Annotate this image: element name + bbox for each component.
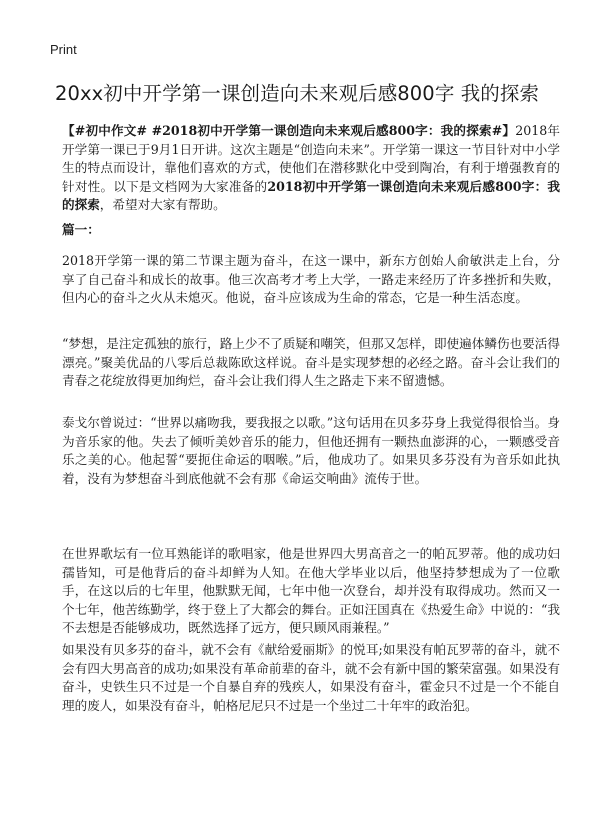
- body-paragraph-5: 如果没有贝多芬的奋斗，就不会有《献给爱丽斯》的悦耳;如果没有帕瓦罗蒂的奋斗，就不会有四大男高音的成功;如果没有革命前辈的奋斗，就不会有新中国的繁荣富强。如果没有奋斗，史铁生只不过是一个自暴自弃的残疾人，如果没有奋斗，霍金只不过是一个不能自理的废人，如果没有奋斗，帕格尼尼只不过是一个坐过二十年牢的政治犯。: [62, 642, 560, 713]
- intro-tag: 【#初中作文# #2018初中开学第一课创造向未来观后感800字：我的探索#】: [62, 123, 516, 138]
- intro-text-2: ，希望对大家有帮助。: [99, 197, 226, 212]
- page-title: 20xx初中开学第一课创造向未来观后感800字 我的探索: [55, 82, 540, 105]
- intro-text-1: 2018年开学第一课已于9月1日开讲。这次主题是“创造向未来”。开学第一课这一节目针对中小学生的特点而设计，靠他们喜欢的方式，使他们在潜移默化中受到陶冶，有利于增强教育的针对性。以下是文档网为大家准备的: [62, 123, 560, 194]
- body-paragraph-4: 在世界歌坛有一位耳熟能详的歌唱家，他是世界四大男高音之一的帕瓦罗蒂。他的成功妇孺皆知，可是他背后的奋斗却鲜为人知。在他大学毕业以后，他坚持梦想成为了一位歌手，在这以后的七年里，他默默无闻，七年中他一次登台，却并没有取得成功。然而又一个七年，他苦练勤学，终于登上了大都会的舞台。正如汪国真在《热爱生命》中说的：“我不去想是否能够成功，既然选择了远方，便只顾风雨兼程。”: [62, 546, 560, 635]
- body-paragraph-3: 泰戈尔曾说过：“世界以痛吻我，要我报之以歌。”这句话用在贝多芬身上我觉得很恰当。身为音乐家的他。失去了倾听美妙音乐的能力，但他还拥有一颗热血澎湃的心，一颗感受音乐之美的心。他起誓“要扼住命运的咽喉。”后，他成功了。如果贝多芬没有为音乐如此执着，没有为梦想奋斗到底他就不会有那《命运交响曲》流传于世。: [62, 415, 560, 486]
- body-paragraph-2: “梦想，是注定孤独的旅行，路上少不了质疑和嘲笑，但那又怎样，即使遍体鳞伤也要活得漂亮。”聚美优品的八零后总裁陈欧这样说。奋斗是实现梦想的必经之路。奋斗会让我们的青春之花绽放得更加绚烂，奋斗会让我们得人生之路走下来不留遗憾。: [62, 336, 560, 388]
- print-link[interactable]: Print: [50, 42, 77, 57]
- intro-paragraph: [62, 122, 560, 215]
- body-paragraph-1: 2018开学第一课的第二节课主题为奋斗，在这一课中，新东方创始人俞敏洪走上台，分享了自己奋斗和成长的故事。他三次高考才考上大学，一路走来经历了许多挫折和失败，但内心的奋斗之火从未熄灭。他说，奋斗应该成为生命的常态，它是一种生活态度。: [62, 253, 560, 305]
- section-heading: 篇一：: [62, 222, 100, 237]
- intro-bold-title: 2018初中开学第一课创造向未来观后感800字：我的探索: [62, 178, 560, 212]
